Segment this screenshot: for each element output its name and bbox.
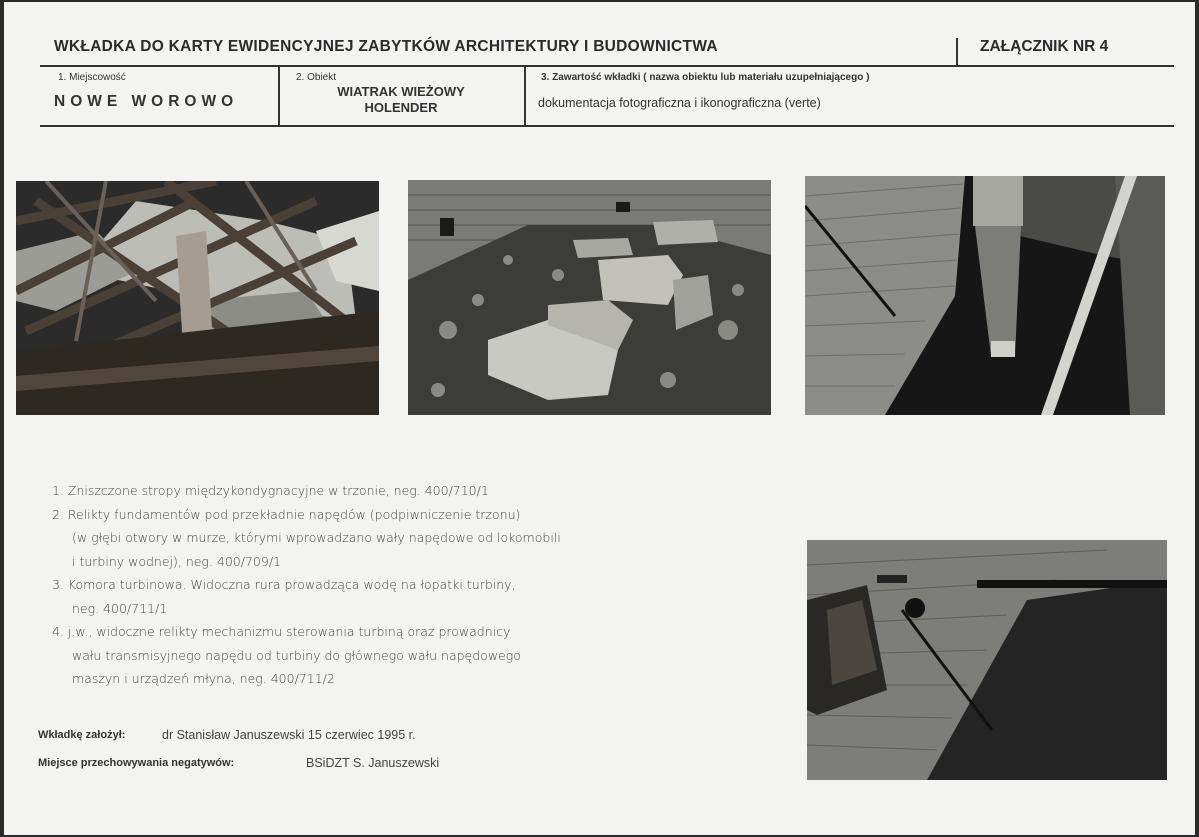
content-label: 3. Zawartość wkładki ( nazwa obiektu lub materiału uzupełniającego ) xyxy=(541,72,870,83)
founder-label: Wkładkę założył: xyxy=(38,729,126,741)
caption-4: 4. j.w., widoczne relikty mechanizmu sterowania turbiną oraz prowadnicy xyxy=(52,624,511,639)
photo-2-foundation-relics xyxy=(408,180,771,415)
storage-value: BSiDZT S. Januszewski xyxy=(306,756,440,770)
caption-1: 1. Zniszczone stropy międzykondygnacyjne w trzonie, neg. 400/710/1 xyxy=(52,483,489,498)
caption-4-line-3: maszyn i urządzeń młyna, neg. 400/711/2 xyxy=(72,671,335,686)
document-title: WKŁADKA DO KARTY EWIDENCYJNEJ ZABYTKÓW ARCHITEKTURY I BUDOWNICTWA xyxy=(54,38,718,55)
place-value: NOWE WOROWO xyxy=(54,93,239,110)
founder-value: dr Stanisław Januszewski 15 czerwiec 1995 r. xyxy=(162,728,416,742)
content-value: dokumentacja fotograficzna i ikonograficzna (verte) xyxy=(538,96,821,110)
caption-4-line-2: wału transmisyjnego napędu od turbiny do głównego wału napędowego xyxy=(72,647,521,663)
photo-1-destroyed-floors xyxy=(16,181,379,415)
header-divider xyxy=(956,38,958,66)
caption-2-line-2: (w głębi otwory w murze, którymi wprowadzano wały napędowe od lokomobili xyxy=(72,530,561,545)
field-divider-2 xyxy=(524,66,526,127)
photo-3-turbine-chamber xyxy=(805,176,1165,415)
caption-2: 2. Relikty fundamentów pod przekładnie napędów (podpiwniczenie trzonu) xyxy=(52,506,521,522)
storage-label: Miejsce przechowywania negatywów: xyxy=(38,757,235,769)
fields-bottom-rule xyxy=(40,125,1174,127)
photo-4-turbine-control xyxy=(807,540,1167,780)
object-line-2: HOLENDER xyxy=(364,100,438,115)
annex-number: ZAŁĄCZNIK NR 4 xyxy=(980,38,1109,55)
object-value xyxy=(278,84,524,116)
caption-2-line-3: i turbiny wodnej), neg. 400/709/1 xyxy=(72,553,281,569)
place-label: 1. Miejscowość xyxy=(58,72,126,83)
caption-3: 3. Komora turbinowa. Widoczna rura prowadząca wodę na łopatki turbiny, xyxy=(52,577,516,592)
object-label: 2. Obiekt xyxy=(296,72,337,83)
caption-3-line-2: neg. 400/711/1 xyxy=(72,600,168,616)
header-rule xyxy=(40,65,1174,67)
object-line-1: WIATRAK WIEŻOWY xyxy=(337,84,465,99)
captions-list xyxy=(52,479,561,691)
